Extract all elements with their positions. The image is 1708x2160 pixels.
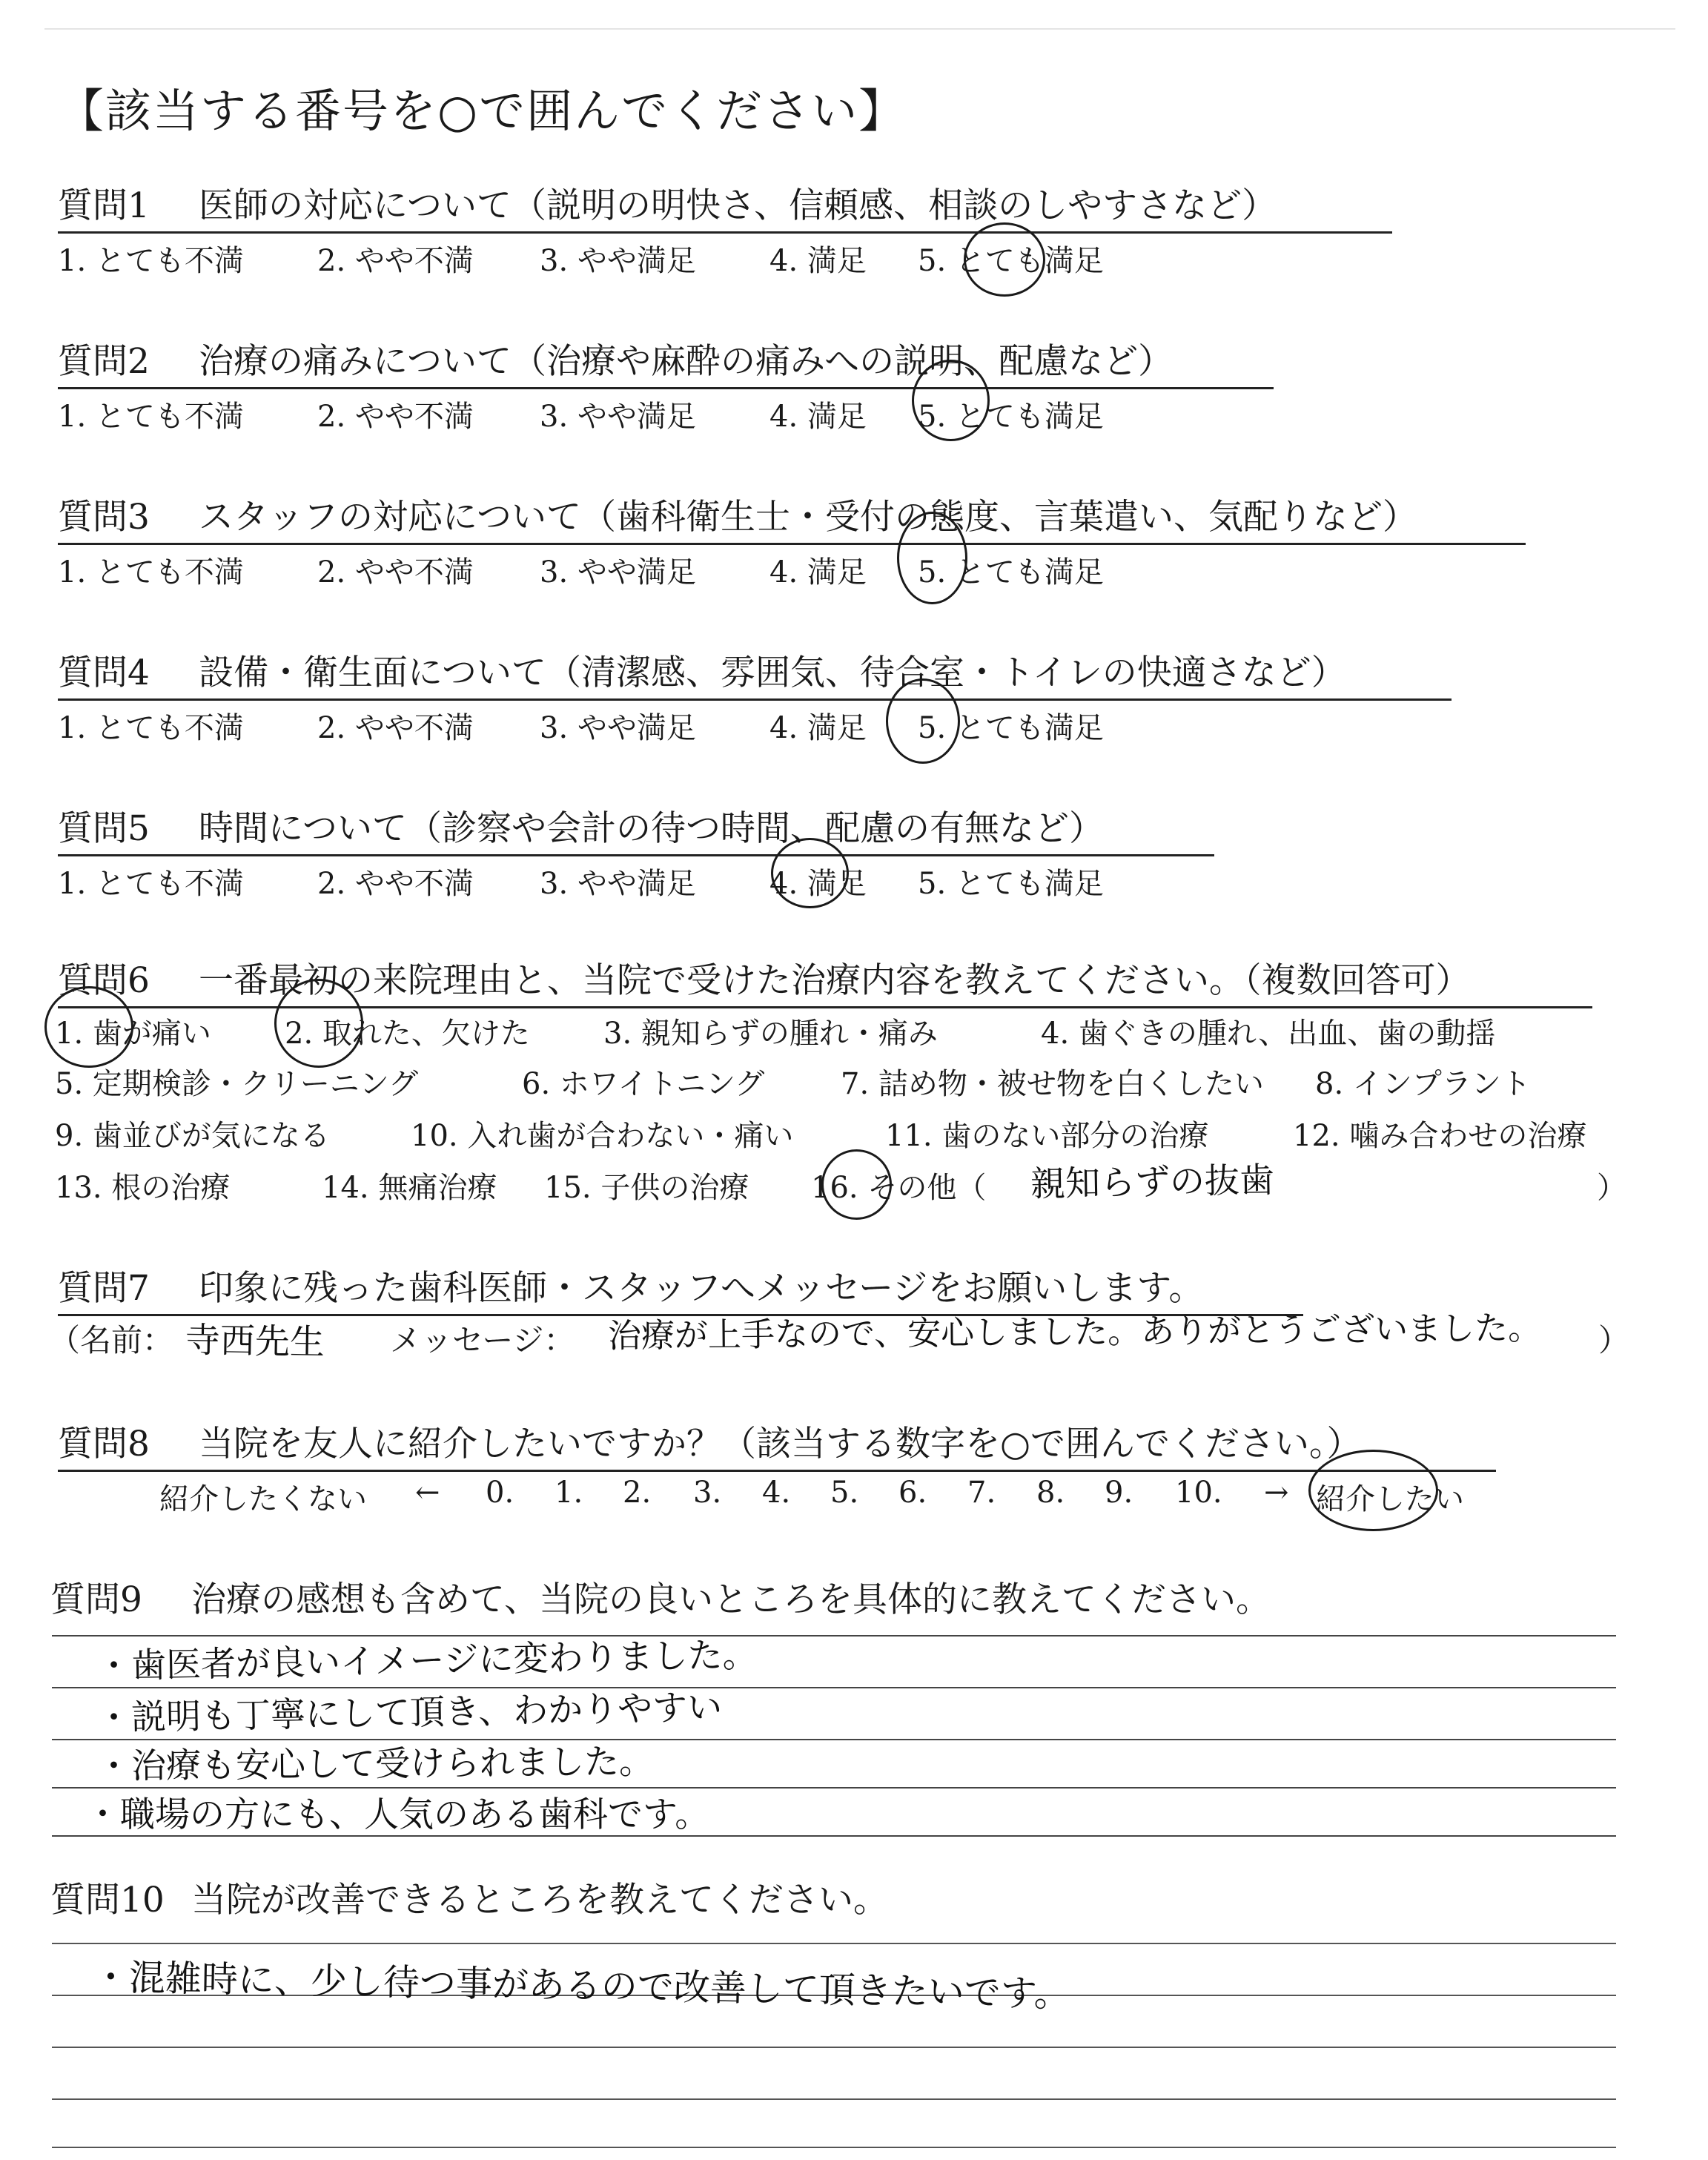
answer-line (52, 1943, 1616, 1944)
question-text: 医師の対応について（説明の明快さ、信頼感、相談のしやすさなど） (199, 185, 1277, 226)
option-2[interactable]: 2. やや不満 (317, 711, 474, 745)
scale-8[interactable]: 8. (1036, 1476, 1065, 1510)
q6-option-11[interactable]: 11. 歯のない部分の治療 (885, 1119, 1209, 1153)
option-5[interactable]: 5. とても満足 (918, 867, 1104, 901)
option-1[interactable]: 1. とても不満 (58, 400, 244, 434)
question-text: 治療の感想も含めて、当院の良いところを具体的に教えてください。 (191, 1579, 1271, 1620)
scale-9[interactable]: 9. (1105, 1476, 1133, 1510)
option-1[interactable]: 1. とても不満 (58, 244, 244, 278)
question-number: 質問2 (58, 341, 150, 382)
scale-left-label: 紹介したくない (159, 1482, 367, 1516)
scale-3[interactable]: 3. (693, 1476, 722, 1510)
answer-circle-q3 (897, 512, 967, 604)
q9-answer-1: ・歯医者が良いイメージに変わりました。 (96, 1634, 758, 1687)
q6-other-close: ） (1597, 1171, 1626, 1205)
answer-circle-q5 (771, 838, 849, 908)
question-text: 設備・衛生面について（清潔感、雰囲気、待合室・トイレの快適さなど） (199, 653, 1346, 693)
question-text: スタッフの対応について（歯科衛生士・受付の態度、言葉遣い、気配りなど） (199, 497, 1418, 538)
message-label: メッセージ： (390, 1322, 575, 1358)
question-text: 治療の痛みについて（治療や麻酔の痛みへの説明、配慮など） (199, 341, 1174, 382)
q6-option-5[interactable]: 5. 定期検診・クリーニング (55, 1067, 419, 1101)
scale-0[interactable]: 0. (486, 1476, 514, 1510)
answer-circle-q6-16 (821, 1149, 892, 1220)
question-number: 質問1 (58, 185, 150, 226)
option-2[interactable]: 2. やや不満 (317, 244, 474, 278)
option-5[interactable]: 5. とても満足 (918, 555, 1104, 589)
question-10-title (50, 1872, 888, 1922)
question-underline (58, 543, 1526, 545)
question-underline (58, 698, 1452, 701)
question-text: 当院が改善できるところを教えてください。 (191, 1880, 888, 1920)
option-4[interactable]: 4. 満足 (769, 867, 867, 901)
question-9-title (50, 1572, 1271, 1622)
option-4[interactable]: 4. 満足 (769, 711, 867, 745)
q7-name-answer: 寺西先生 (185, 1320, 325, 1364)
question-7-title (58, 1261, 1203, 1310)
question-3-title (58, 489, 1417, 539)
option-2[interactable]: 2. やや不満 (317, 555, 474, 589)
right-arrow-icon: → (1264, 1476, 1289, 1510)
scale-6[interactable]: 6. (898, 1476, 927, 1510)
option-4[interactable]: 4. 満足 (769, 400, 867, 434)
q9-answer-4: ・職場の方にも、人気のある歯科です。 (85, 1794, 710, 1835)
scale-7[interactable]: 7. (967, 1476, 996, 1510)
question-number: 質問8 (58, 1424, 150, 1464)
instruction-header: 【該当する番号を○で囲んでください】 (58, 84, 907, 138)
answer-circle-q6-2 (274, 979, 363, 1068)
option-5[interactable]: 5. とても満足 (918, 244, 1104, 278)
scale-10[interactable]: 10. (1175, 1476, 1222, 1510)
question-number: 質問7 (58, 1268, 150, 1309)
q6-option-10[interactable]: 10. 入れ歯が合わない・痛い (411, 1119, 794, 1153)
scale-2[interactable]: 2. (623, 1476, 652, 1510)
question-underline (58, 231, 1392, 234)
option-4[interactable]: 4. 満足 (769, 555, 867, 589)
question-number: 質問10 (50, 1880, 165, 1920)
q6-option-13[interactable]: 13. 根の治療 (55, 1171, 231, 1205)
question-2-title (58, 334, 1173, 383)
q10-answer-1: ・混雑時に、少し待つ事があるので改善して頂きたいです。 (92, 1956, 1071, 2016)
answer-circle-q2 (912, 360, 990, 441)
option-3[interactable]: 3. やや満足 (540, 711, 696, 745)
q6-option-4[interactable]: 4. 歯ぐきの腫れ、出血、歯の動揺 (1041, 1017, 1496, 1051)
q6-option-14[interactable]: 14. 無痛治療 (322, 1171, 497, 1205)
answer-circle-q6-1 (44, 986, 133, 1068)
answer-line (52, 2098, 1616, 2100)
q7-message-answer: 治療が上手なので、安心しました。ありがとうございました。 (607, 1308, 1542, 1355)
scale-5[interactable]: 5. (830, 1476, 859, 1510)
option-3[interactable]: 3. やや満足 (540, 244, 696, 278)
q9-answer-3: ・治療も安心して受けられました。 (96, 1741, 655, 1787)
option-3[interactable]: 3. やや満足 (540, 867, 696, 901)
q6-option-16[interactable]: 16. その他（ (811, 1171, 987, 1205)
q6-option-7[interactable]: 7. 詰め物・被せ物を白くしたい (841, 1067, 1264, 1101)
question-5-title (58, 801, 1104, 851)
question-underline (58, 1470, 1496, 1472)
page-top-border (44, 28, 1675, 30)
q6-other-answer: 親知らずの抜歯 (1030, 1160, 1275, 1205)
question-text: 印象に残った歯科医師・スタッフへメッセージをお願いします。 (199, 1268, 1204, 1309)
question-1-title (58, 178, 1277, 228)
question-8-title (58, 1416, 1362, 1466)
scale-4[interactable]: 4. (762, 1476, 791, 1510)
option-1[interactable]: 1. とても不満 (58, 711, 244, 745)
answer-circle-q1 (964, 222, 1045, 297)
option-5[interactable]: 5. とても満足 (918, 711, 1104, 745)
q6-option-12[interactable]: 12. 噛み合わせの治療 (1293, 1119, 1587, 1153)
option-1[interactable]: 1. とても不満 (58, 867, 244, 901)
q6-option-8[interactable]: 8. インプラント (1315, 1067, 1531, 1101)
q6-option-1[interactable]: 1. 歯が痛い (55, 1017, 211, 1051)
q6-option-3[interactable]: 3. 親知らずの腫れ・痛み (603, 1017, 938, 1051)
question-number: 質問4 (58, 653, 150, 693)
q9-answer-2: ・説明も丁寧にして頂き、わかりやすい (96, 1687, 723, 1739)
question-number: 質問6 (58, 960, 150, 1001)
q6-option-15[interactable]: 15. 子供の治療 (544, 1171, 749, 1205)
answer-line (52, 2147, 1616, 2148)
option-2[interactable]: 2. やや不満 (317, 867, 474, 901)
answer-circle-q4 (886, 678, 960, 764)
left-arrow-icon: ← (415, 1476, 440, 1510)
question-underline (58, 854, 1214, 856)
name-label: （名前： (49, 1322, 174, 1358)
question-text: 当院を友人に紹介したいですか？（該当する数字を○で囲んでください。） (199, 1424, 1362, 1464)
question-number: 質問3 (58, 497, 150, 538)
option-3[interactable]: 3. やや満足 (540, 555, 696, 589)
option-3[interactable]: 3. やや満足 (540, 400, 696, 434)
answer-line (52, 2047, 1616, 2048)
scale-1[interactable]: 1. (555, 1476, 583, 1510)
question-number: 質問9 (50, 1579, 142, 1620)
question-number: 質問5 (58, 808, 150, 849)
question-underline (58, 387, 1274, 389)
q6-option-9[interactable]: 9. 歯並びが気になる (55, 1119, 330, 1153)
question-4-title (58, 645, 1346, 695)
option-2[interactable]: 2. やや不満 (317, 400, 474, 434)
question-text: 一番最初の来院理由と、当院で受けた治療内容を教えてください。（複数回答可） (199, 960, 1471, 1001)
option-1[interactable]: 1. とても不満 (58, 555, 244, 589)
question-6-title (58, 953, 1471, 1003)
q6-option-6[interactable]: 6. ホワイトニング (522, 1067, 765, 1101)
q6-option-2[interactable]: 2. 取れた、欠けた (285, 1017, 530, 1051)
answer-circle-q8 (1308, 1450, 1438, 1531)
question-text: 時間について（診察や会計の待つ時間、配慮の有無など） (199, 808, 1105, 849)
scale-right-label[interactable]: 紹介したい (1316, 1482, 1464, 1516)
option-5[interactable]: 5. とても満足 (918, 400, 1104, 434)
option-4[interactable]: 4. 満足 (769, 244, 867, 278)
message-close: ） (1598, 1322, 1630, 1358)
